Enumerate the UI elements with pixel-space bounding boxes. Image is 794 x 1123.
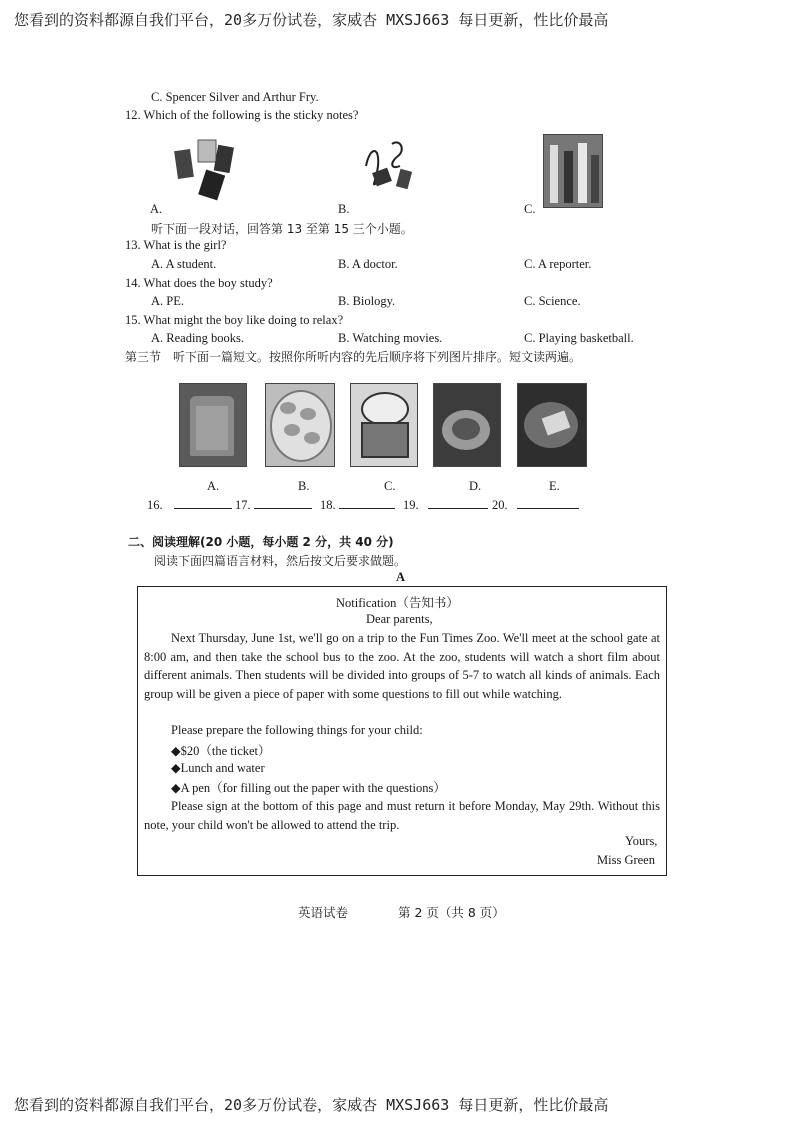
- part2-title: 二、阅读理解(20 小题，每小题 2 分，共 40 分): [128, 535, 394, 549]
- q13-option-c: C. A reporter.: [524, 257, 592, 271]
- section3-instruction: 第三节 听下面一篇短文。按照你所听内容的先后顺序将下列图片排序。短文读两遍。: [125, 350, 582, 364]
- notification-greeting: Dear parents,: [366, 612, 433, 626]
- dish-picture-e: [517, 383, 587, 467]
- footer-subject: 英语试卷: [298, 905, 349, 920]
- cake-picture-c: [350, 383, 418, 467]
- q12-option-b: B.: [338, 202, 350, 216]
- blank-number: 19.: [403, 498, 419, 512]
- answer-blank-18[interactable]: [320, 497, 395, 513]
- blank-number: 18.: [320, 498, 336, 512]
- q13-question: 13. What is the girl?: [125, 238, 227, 252]
- passage-label: A: [396, 570, 406, 584]
- glue-sticks-picture-c: [543, 134, 603, 208]
- blank-line[interactable]: [174, 497, 232, 509]
- blank-line[interactable]: [428, 497, 488, 509]
- notification-item-ticket: ◆$20（the ticket）: [171, 744, 271, 758]
- picture-label-b: B.: [298, 479, 310, 493]
- q15-option-b: B. Watching movies.: [338, 331, 443, 345]
- q13-option-a: A. A student.: [151, 257, 217, 271]
- q15-question: 15. What might the boy like doing to relax?: [125, 313, 344, 327]
- q15-option-a: A. Reading books.: [151, 331, 245, 345]
- picture-label-e: E.: [549, 479, 560, 493]
- part2-instruction: 阅读下面四篇语言材料，然后按文后要求做题。: [154, 554, 407, 568]
- q14-option-c: C. Science.: [524, 294, 581, 308]
- paper-clips-picture-b: [360, 136, 420, 196]
- blank-line[interactable]: [517, 497, 579, 509]
- q12-question: 12. Which of the following is the sticky notes?: [125, 108, 359, 122]
- answer-blank-19[interactable]: [403, 497, 488, 513]
- notification-closing: Yours,: [625, 834, 658, 848]
- answer-blank-20[interactable]: [492, 497, 579, 513]
- notification-item-lunch: ◆Lunch and water: [171, 761, 265, 775]
- noodles-picture-d: [433, 383, 501, 467]
- q12-option-c: C.: [524, 202, 536, 216]
- notification-paragraph-2: Please sign at the bottom of this page and must return it before Monday, May 29th. Without this note, your child won't be allowed to attend the trip.: [144, 799, 660, 832]
- blank-number: 20.: [492, 498, 508, 512]
- q15-option-c: C. Playing basketball.: [524, 331, 634, 345]
- picture-label-c: C.: [384, 479, 396, 493]
- blank-number: 17.: [235, 498, 251, 512]
- notification-title: Notification（告知书）: [336, 596, 459, 610]
- q12-option-a: A.: [150, 202, 163, 216]
- picture-label-d: D.: [469, 479, 482, 493]
- sticky-notes-picture-a: [172, 136, 238, 208]
- q14-question: 14. What does the boy study?: [125, 276, 273, 290]
- picture-label-a: A.: [207, 479, 220, 493]
- q11-option-c: C. Spencer Silver and Arthur Fry.: [151, 90, 319, 104]
- header-banner: 您看到的资料都源自我们平台，20多万份试卷，家威杏 MXSJ663 每日更新，性比价最高: [14, 11, 609, 29]
- q14-option-a: A. PE.: [151, 294, 184, 308]
- answer-blank-16[interactable]: [147, 497, 232, 513]
- q13-option-b: B. A doctor.: [338, 257, 398, 271]
- notification-paragraph-1: Next Thursday, June 1st, we'll go on a trip to the Fun Times Zoo. We'll meet at the school gate at 8:00 am, and then take the school bus to the zoo. At the zoo, students will watch a short film about different animals. Then students will be divided into groups of 5-7 to watch all kinds of animals. Each group will be given a piece of paper with some questions to fill out while watching.: [144, 631, 660, 701]
- q14-option-b: B. Biology.: [338, 294, 396, 308]
- answer-blank-17[interactable]: [235, 497, 312, 513]
- blank-line[interactable]: [339, 497, 395, 509]
- footer-page-number: 第 2 页（共 8 页）: [398, 905, 505, 920]
- footer-banner: 您看到的资料都源自我们平台，20多万份试卷，家威杏 MXSJ663 每日更新，性比价最高: [14, 1096, 609, 1114]
- blank-number: 16.: [147, 498, 163, 512]
- dumplings-picture-b: [265, 383, 335, 467]
- notification-item-pen: ◆A pen（for filling out the paper with the questions）: [171, 781, 446, 795]
- blank-line[interactable]: [254, 497, 312, 509]
- bread-picture-a: [179, 383, 247, 467]
- notification-prepare: Please prepare the following things for your child:: [171, 723, 423, 737]
- notification-signature: Miss Green: [597, 853, 655, 867]
- dialog-instruction: 听下面一段对话，回答第 13 至第 15 三个小题。: [151, 222, 413, 236]
